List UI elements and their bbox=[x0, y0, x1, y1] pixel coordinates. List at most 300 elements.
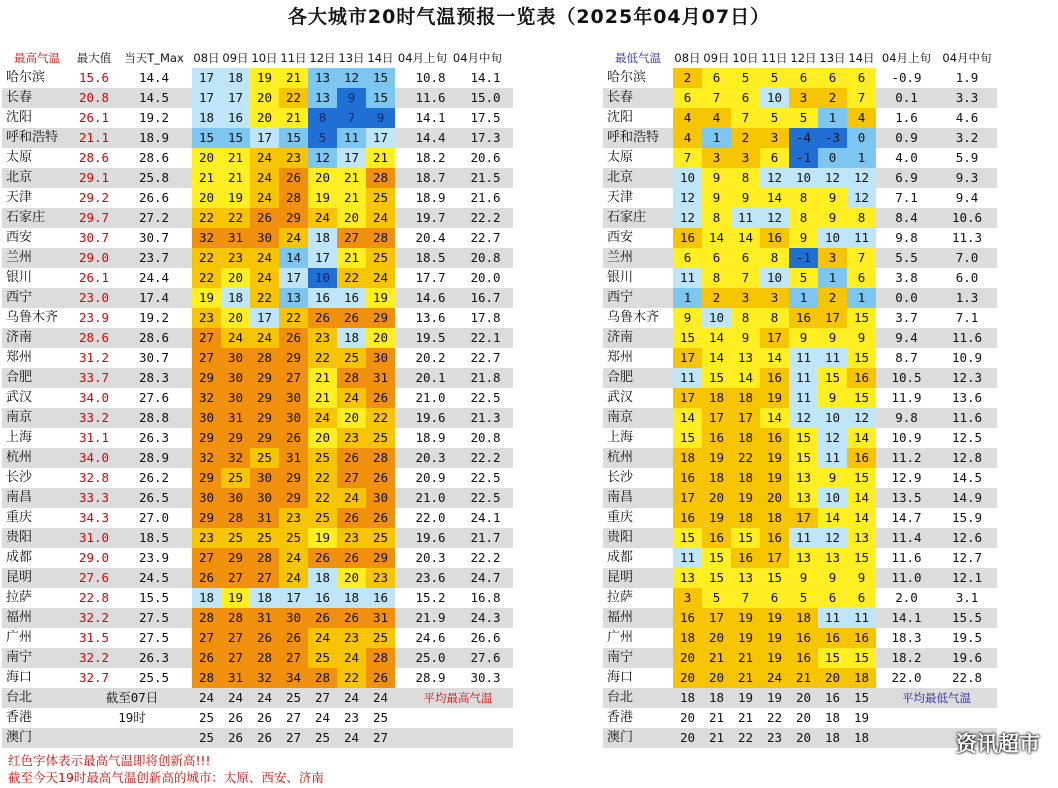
forecast-low-cell: 20 bbox=[795, 690, 812, 705]
forecast-high-cell: 29 bbox=[279, 468, 308, 488]
mid-april-avg-low: 3.2 bbox=[955, 130, 979, 145]
forecast-high-cell: 23 bbox=[279, 508, 308, 528]
forecast-high-cell: 30 bbox=[221, 348, 250, 368]
forecast-low-cell: 9 bbox=[818, 468, 847, 488]
forecast-low-cell: 3 bbox=[789, 88, 818, 108]
forecast-low-cell: 2 bbox=[673, 68, 702, 88]
city-name: 福州 bbox=[607, 610, 634, 625]
forecast-high-cell: 26 bbox=[279, 628, 308, 648]
forecast-low-cell: 17 bbox=[789, 508, 818, 528]
forecast-high-cell: 26 bbox=[366, 468, 395, 488]
mid-april-avg-low: 11.3 bbox=[951, 230, 983, 245]
forecast-high-cell: 19 bbox=[192, 288, 221, 308]
forecast-low-cell: 21 bbox=[708, 710, 725, 725]
min-table-row bbox=[603, 268, 997, 288]
forecast-high-cell: 24 bbox=[308, 408, 337, 428]
forecast-high-cell: 24 bbox=[343, 690, 360, 705]
min-table-row bbox=[603, 648, 997, 668]
note-record-cities: 截至今天19时最高气温创新高的城市：太原、西安、济南 bbox=[8, 770, 324, 785]
mid-april-avg-high: 20.8 bbox=[470, 430, 501, 445]
forecast-low-cell: 14 bbox=[702, 328, 731, 348]
record-max: 23.0 bbox=[78, 290, 110, 305]
mid-april-avg-high: 21.3 bbox=[470, 410, 501, 425]
forecast-low-cell: 5 bbox=[702, 588, 731, 608]
early-april-avg-high: 15.2 bbox=[415, 590, 446, 605]
forecast-low-cell: 1 bbox=[702, 128, 731, 148]
today-max: 23.9 bbox=[138, 550, 170, 565]
city-name: 重庆 bbox=[6, 510, 33, 525]
forecast-high-cell: 20 bbox=[366, 328, 395, 348]
left-header-5: 10日 bbox=[251, 51, 278, 65]
right-header-4: 11日 bbox=[761, 51, 788, 65]
mid-april-avg-low: 12.5 bbox=[951, 430, 983, 445]
forecast-low-cell: 19 bbox=[760, 448, 789, 468]
early-april-avg-low: 18.2 bbox=[891, 650, 922, 665]
today-max: 24.4 bbox=[138, 270, 170, 285]
forecast-low-cell: 12 bbox=[818, 528, 847, 548]
city-name: 南昌 bbox=[607, 490, 634, 505]
forecast-low-cell: 18 bbox=[673, 448, 702, 468]
city-name: 兰州 bbox=[6, 250, 33, 265]
forecast-high-cell: 22 bbox=[308, 348, 337, 368]
city-name: 上海 bbox=[607, 430, 634, 445]
forecast-low-cell: 14 bbox=[760, 348, 789, 368]
min-table-row bbox=[603, 548, 997, 568]
forecast-high-cell: 31 bbox=[250, 608, 279, 628]
city-name: 西宁 bbox=[6, 290, 33, 305]
min-table-row bbox=[603, 88, 997, 108]
right-header-2: 09日 bbox=[703, 51, 730, 65]
forecast-low-cell: 13 bbox=[847, 528, 876, 548]
city-name: 长春 bbox=[607, 90, 634, 105]
forecast-low-cell: 6 bbox=[847, 68, 876, 88]
forecast-high-cell: 18 bbox=[192, 588, 221, 608]
early-april-avg-high: 21.0 bbox=[415, 490, 446, 505]
today-max: 18.5 bbox=[138, 530, 170, 545]
forecast-high-cell: 26 bbox=[250, 628, 279, 648]
min-table-row bbox=[603, 528, 997, 548]
forecast-low-cell: 16 bbox=[673, 468, 702, 488]
max-table-row bbox=[2, 108, 513, 128]
forecast-low-cell: 10 bbox=[818, 488, 847, 508]
forecast-low-cell: 10 bbox=[760, 88, 789, 108]
forecast-high-cell: 27 bbox=[279, 648, 308, 668]
left-header-7: 12日 bbox=[309, 51, 336, 65]
max-table-row bbox=[2, 388, 513, 408]
mid-april-avg-high: 22.7 bbox=[470, 230, 501, 245]
forecast-high-cell: 28 bbox=[279, 188, 308, 208]
max-table-row bbox=[2, 148, 513, 168]
early-april-avg-high: 25.0 bbox=[415, 650, 446, 665]
forecast-low-cell: 19 bbox=[760, 388, 789, 408]
record-max: 28.6 bbox=[78, 330, 110, 345]
mid-april-avg-high: 17.3 bbox=[470, 130, 501, 145]
mid-april-avg-low: 6.0 bbox=[955, 270, 979, 285]
forecast-low-cell: 14 bbox=[760, 188, 789, 208]
forecast-low-cell: 7 bbox=[731, 588, 760, 608]
forecast-low-cell: 8 bbox=[760, 308, 789, 328]
forecast-low-cell: 6 bbox=[760, 148, 789, 168]
forecast-low-cell: 16 bbox=[702, 528, 731, 548]
forecast-high-cell: 12 bbox=[337, 68, 366, 88]
mid-april-avg-low: 7.1 bbox=[955, 310, 979, 325]
forecast-high-cell: 31 bbox=[279, 448, 308, 468]
forecast-high-cell: 5 bbox=[308, 128, 337, 148]
left-header-1: 最大值 bbox=[76, 51, 112, 65]
forecast-high-cell: 24 bbox=[314, 710, 331, 725]
record-max: 22.8 bbox=[78, 590, 110, 605]
mid-april-avg-high: 24.1 bbox=[470, 510, 501, 525]
today-max: 18.9 bbox=[138, 130, 170, 145]
forecast-high-cell: 27 bbox=[337, 228, 366, 248]
forecast-high-cell: 17 bbox=[279, 268, 308, 288]
forecast-high-cell: 28 bbox=[366, 168, 395, 188]
forecast-low-cell: 14 bbox=[847, 488, 876, 508]
early-april-avg-low: -0.9 bbox=[891, 70, 922, 85]
mid-april-avg-low: 15.9 bbox=[951, 510, 983, 525]
forecast-high-cell: 18 bbox=[337, 328, 366, 348]
forecast-high-cell: 31 bbox=[221, 408, 250, 428]
forecast-high-cell: 26 bbox=[366, 668, 395, 688]
forecast-high-cell: 20 bbox=[308, 168, 337, 188]
forecast-low-cell: 14 bbox=[818, 508, 847, 528]
forecast-high-cell: 19 bbox=[250, 68, 279, 88]
early-april-avg-low: 8.4 bbox=[895, 210, 918, 225]
forecast-high-cell: 29 bbox=[279, 488, 308, 508]
min-table-row bbox=[603, 68, 997, 88]
max-table-row bbox=[2, 648, 513, 668]
early-april-avg-high: 10.8 bbox=[415, 70, 446, 85]
min-table-row bbox=[603, 588, 997, 608]
mid-april-avg-high: 15.0 bbox=[470, 90, 501, 105]
record-max: 34.3 bbox=[78, 510, 110, 525]
forecast-high-cell: 13 bbox=[308, 68, 337, 88]
forecast-high-cell: 28 bbox=[366, 448, 395, 468]
forecast-low-cell: 8 bbox=[702, 208, 731, 228]
max-table-row bbox=[2, 608, 513, 628]
forecast-low-cell: 9 bbox=[731, 328, 760, 348]
forecast-high-cell: 18 bbox=[308, 568, 337, 588]
right-header-3: 10日 bbox=[732, 51, 759, 65]
city-name: 西安 bbox=[607, 230, 634, 245]
mid-april-avg-low: 12.6 bbox=[951, 530, 983, 545]
early-april-avg-high bbox=[403, 728, 513, 748]
city-name: 呼和浩特 bbox=[607, 130, 660, 145]
forecast-high-cell: 21 bbox=[279, 68, 308, 88]
forecast-high-cell: 22 bbox=[337, 668, 366, 688]
forecast-low-cell: 2 bbox=[818, 288, 847, 308]
forecast-low-cell: 16 bbox=[847, 448, 876, 468]
forecast-low-cell: 3 bbox=[760, 128, 789, 148]
mid-april-avg-low: 7.0 bbox=[955, 250, 979, 265]
forecast-high-cell: 11 bbox=[337, 128, 366, 148]
forecast-high-cell: 25 bbox=[314, 730, 331, 745]
forecast-high-cell: 32 bbox=[221, 448, 250, 468]
forecast-low-cell: 5 bbox=[760, 108, 789, 128]
forecast-high-cell: 17 bbox=[308, 248, 337, 268]
forecast-low-cell: 12 bbox=[673, 188, 702, 208]
forecast-high-cell: 20 bbox=[192, 148, 221, 168]
early-april-avg-low: 12.9 bbox=[891, 470, 922, 485]
mid-april-avg-low: 3.3 bbox=[955, 90, 979, 105]
right-header-0: 最低气温 bbox=[615, 51, 661, 65]
forecast-low-cell: 19 bbox=[760, 468, 789, 488]
forecast-low-cell: 6 bbox=[760, 588, 789, 608]
mid-april-avg-high: 17.8 bbox=[470, 310, 501, 325]
mid-april-avg-high: 14.1 bbox=[470, 70, 501, 85]
forecast-high-cell: 25 bbox=[366, 528, 395, 548]
city-name: 哈尔滨 bbox=[6, 70, 46, 85]
min-table-row bbox=[603, 708, 997, 728]
today-max: 26.3 bbox=[138, 650, 170, 665]
early-april-avg-high: 21.9 bbox=[415, 610, 446, 625]
city-name: 石家庄 bbox=[6, 210, 46, 225]
min-table-row bbox=[603, 348, 997, 368]
forecast-low-cell: 16 bbox=[702, 428, 731, 448]
forecast-low-cell: 16 bbox=[760, 228, 789, 248]
max-table-row bbox=[2, 88, 513, 108]
early-april-avg-high: 19.7 bbox=[415, 210, 446, 225]
forecast-high-cell: 20 bbox=[192, 188, 221, 208]
city-name: 福州 bbox=[6, 610, 33, 625]
forecast-high-cell: 16 bbox=[308, 588, 337, 608]
early-april-avg-high: 20.3 bbox=[415, 550, 446, 565]
forecast-high-cell: 24 bbox=[279, 548, 308, 568]
left-header-11: 04月中旬 bbox=[452, 51, 503, 65]
forecast-low-cell: 5 bbox=[789, 588, 818, 608]
forecast-high-cell: 22 bbox=[366, 408, 395, 428]
forecast-low-cell: 21 bbox=[708, 730, 725, 745]
mid-april-avg-high: 30.3 bbox=[470, 670, 501, 685]
early-april-avg-high: 20.3 bbox=[415, 450, 446, 465]
left-header-3: 08日 bbox=[193, 51, 220, 65]
forecast-low-cell: 10 bbox=[789, 168, 818, 188]
forecast-low-cell: 16 bbox=[789, 308, 818, 328]
city-name: 长沙 bbox=[607, 470, 634, 485]
city-name: 台北 bbox=[607, 690, 634, 705]
early-april-avg-low: 13.5 bbox=[891, 490, 922, 505]
today-max: 27.2 bbox=[138, 210, 170, 225]
city-name: 合肥 bbox=[6, 370, 33, 385]
forecast-low-cell: 16 bbox=[760, 528, 789, 548]
min-table-row bbox=[603, 408, 997, 428]
today-max: 25.8 bbox=[138, 170, 170, 185]
forecast-high-cell: 17 bbox=[337, 148, 366, 168]
record-max: 30.7 bbox=[78, 230, 110, 245]
mid-april-avg-low: 10.6 bbox=[951, 210, 983, 225]
forecast-low-cell: 7 bbox=[673, 148, 702, 168]
forecast-high-cell: 26 bbox=[366, 508, 395, 528]
mid-april-avg-low: 5.9 bbox=[955, 150, 979, 165]
min-table-row bbox=[603, 468, 997, 488]
early-april-avg-high: 19.5 bbox=[415, 330, 446, 345]
city-name: 澳门 bbox=[607, 730, 634, 745]
forecast-high-cell: 24 bbox=[279, 228, 308, 248]
city-name: 西安 bbox=[6, 230, 33, 245]
forecast-low-cell: 20 bbox=[673, 648, 702, 668]
forecast-high-cell: 21 bbox=[337, 188, 366, 208]
early-april-avg-high: 18.9 bbox=[415, 430, 446, 445]
forecast-high-cell: 23 bbox=[343, 710, 360, 725]
early-april-avg-high: 19.6 bbox=[415, 410, 446, 425]
forecast-high-cell: 24 bbox=[372, 690, 389, 705]
forecast-low-cell: 13 bbox=[731, 568, 760, 588]
forecast-high-cell: 25 bbox=[366, 428, 395, 448]
min-table-row bbox=[603, 128, 997, 148]
max-table-row bbox=[2, 308, 513, 328]
forecast-high-cell: 18 bbox=[221, 68, 250, 88]
forecast-high-cell: 20 bbox=[337, 568, 366, 588]
forecast-high-cell: 25 bbox=[279, 528, 308, 548]
forecast-low-cell: 20 bbox=[679, 730, 696, 745]
watermark: 资讯超市 bbox=[956, 732, 1040, 756]
forecast-low-cell: 15 bbox=[673, 428, 702, 448]
forecast-high-cell: 32 bbox=[192, 228, 221, 248]
record-max: 20.8 bbox=[78, 90, 110, 105]
mid-april-avg-high: 22.5 bbox=[470, 490, 501, 505]
forecast-high-cell: 27 bbox=[192, 628, 221, 648]
forecast-high-cell: 23 bbox=[337, 428, 366, 448]
forecast-high-cell: 25 bbox=[308, 648, 337, 668]
forecast-low-cell: 9 bbox=[818, 328, 847, 348]
forecast-high-cell: 21 bbox=[221, 168, 250, 188]
record-max: 26.1 bbox=[78, 110, 110, 125]
city-name: 沈阳 bbox=[607, 110, 634, 125]
forecast-low-cell: 15 bbox=[853, 690, 870, 705]
forecast-high-cell: 15 bbox=[279, 128, 308, 148]
city-name: 郑州 bbox=[6, 350, 33, 365]
forecast-low-cell: 16 bbox=[731, 548, 760, 568]
forecast-high-cell: 29 bbox=[250, 388, 279, 408]
forecast-high-cell: 24 bbox=[366, 268, 395, 288]
forecast-low-cell: 13 bbox=[789, 488, 818, 508]
forecast-low-cell: 3 bbox=[731, 148, 760, 168]
forecast-low-cell: 5 bbox=[760, 68, 789, 88]
min-table-row bbox=[603, 108, 997, 128]
city-name: 成都 bbox=[6, 550, 33, 565]
city-name: 北京 bbox=[6, 170, 33, 185]
mid-april-avg-low: 12.7 bbox=[951, 550, 983, 565]
early-april-avg-low bbox=[876, 708, 997, 728]
forecast-high-cell: 22 bbox=[221, 208, 250, 228]
forecast-high-cell: 32 bbox=[192, 388, 221, 408]
forecast-low-cell: 19 bbox=[731, 608, 760, 628]
forecast-low-cell: 23 bbox=[766, 730, 783, 745]
forecast-low-cell: 12 bbox=[760, 168, 789, 188]
min-table-row bbox=[603, 248, 997, 268]
max-table-row bbox=[2, 168, 513, 188]
forecast-low-cell: 2 bbox=[702, 288, 731, 308]
forecast-low-cell: 22 bbox=[737, 730, 754, 745]
today-max: 24.5 bbox=[138, 570, 170, 585]
forecast-high-cell: 29 bbox=[366, 308, 395, 328]
forecast-low-cell: 16 bbox=[789, 648, 818, 668]
mid-april-avg-high: 20.6 bbox=[470, 150, 501, 165]
forecast-low-cell: 11 bbox=[847, 608, 876, 628]
city-name: 杭州 bbox=[607, 450, 634, 465]
max-table-row bbox=[2, 328, 513, 348]
record-max: 32.7 bbox=[78, 670, 110, 685]
early-april-avg-low: 9.4 bbox=[895, 330, 918, 345]
forecast-high-cell: 29 bbox=[192, 468, 221, 488]
right-header-5: 12日 bbox=[790, 51, 817, 65]
forecast-high-cell: 7 bbox=[337, 108, 366, 128]
forecast-high-cell: 26 bbox=[192, 648, 221, 668]
forecast-low-cell: 14 bbox=[702, 228, 731, 248]
forecast-low-cell: 13 bbox=[789, 468, 818, 488]
min-table-row bbox=[603, 508, 997, 528]
left-header-9: 14日 bbox=[367, 51, 394, 65]
forecast-high-cell: 34 bbox=[279, 668, 308, 688]
record-max: 31.0 bbox=[78, 530, 110, 545]
forecast-high-cell: 29 bbox=[279, 208, 308, 228]
record-max: 31.1 bbox=[78, 430, 110, 445]
early-april-avg-low: 7.1 bbox=[895, 190, 918, 205]
forecast-low-cell: 9 bbox=[818, 188, 847, 208]
forecast-low-cell: 3 bbox=[818, 248, 847, 268]
min-table-row bbox=[603, 168, 997, 188]
right-header-6: 13日 bbox=[819, 51, 846, 65]
early-april-avg-high: 20.1 bbox=[415, 370, 446, 385]
forecast-high-cell: 29 bbox=[250, 408, 279, 428]
city-name: 济南 bbox=[6, 330, 33, 345]
city-name: 呼和浩特 bbox=[6, 130, 59, 145]
forecast-low-cell: 18 bbox=[789, 608, 818, 628]
forecast-low-cell: 9 bbox=[789, 328, 818, 348]
forecast-high-cell: 15 bbox=[221, 128, 250, 148]
forecast-high-cell: 22 bbox=[192, 208, 221, 228]
forecast-high-cell: 23 bbox=[221, 248, 250, 268]
record-max: 32.8 bbox=[78, 470, 110, 485]
forecast-low-cell: 14 bbox=[847, 508, 876, 528]
city-name: 太原 bbox=[6, 150, 33, 165]
forecast-high-cell: 9 bbox=[366, 108, 395, 128]
forecast-high-cell: 25 bbox=[198, 730, 215, 745]
forecast-high-cell: 18 bbox=[308, 228, 337, 248]
mid-april-avg-low: 9.4 bbox=[955, 190, 979, 205]
mid-april-avg-high: 17.5 bbox=[470, 110, 501, 125]
forecast-low-cell: 18 bbox=[853, 730, 870, 745]
forecast-high-cell: 30 bbox=[192, 488, 221, 508]
forecast-low-cell: 19 bbox=[853, 710, 870, 725]
early-april-avg-high: 11.6 bbox=[415, 90, 446, 105]
today-max: 28.3 bbox=[138, 370, 170, 385]
forecast-high-cell: 27 bbox=[314, 690, 331, 705]
forecast-high-cell: 26 bbox=[256, 710, 273, 725]
mid-april-avg-low: 1.3 bbox=[955, 290, 979, 305]
forecast-high-cell: 22 bbox=[337, 268, 366, 288]
forecast-high-cell: 22 bbox=[250, 288, 279, 308]
forecast-low-cell: 6 bbox=[818, 588, 847, 608]
mid-april-avg-low: 1.9 bbox=[955, 70, 979, 85]
forecast-high-cell: 13 bbox=[279, 288, 308, 308]
max-table-row bbox=[2, 408, 513, 428]
forecast-high-cell: 28 bbox=[366, 228, 395, 248]
early-april-avg-high: 18.2 bbox=[415, 150, 446, 165]
forecast-low-cell: 15 bbox=[847, 308, 876, 328]
forecast-low-cell: 8 bbox=[731, 168, 760, 188]
forecast-low-cell: 16 bbox=[760, 428, 789, 448]
forecast-low-cell: 18 bbox=[702, 388, 731, 408]
record-max: 26.1 bbox=[78, 270, 110, 285]
record-max: 29.0 bbox=[78, 250, 110, 265]
forecast-high-cell: 25 bbox=[250, 448, 279, 468]
forecast-high-cell: 23 bbox=[308, 328, 337, 348]
forecast-low-cell: 6 bbox=[731, 88, 760, 108]
forecast-low-cell: 5 bbox=[789, 268, 818, 288]
forecast-high-cell: 27 bbox=[285, 730, 302, 745]
forecast-high-cell: 21 bbox=[308, 388, 337, 408]
